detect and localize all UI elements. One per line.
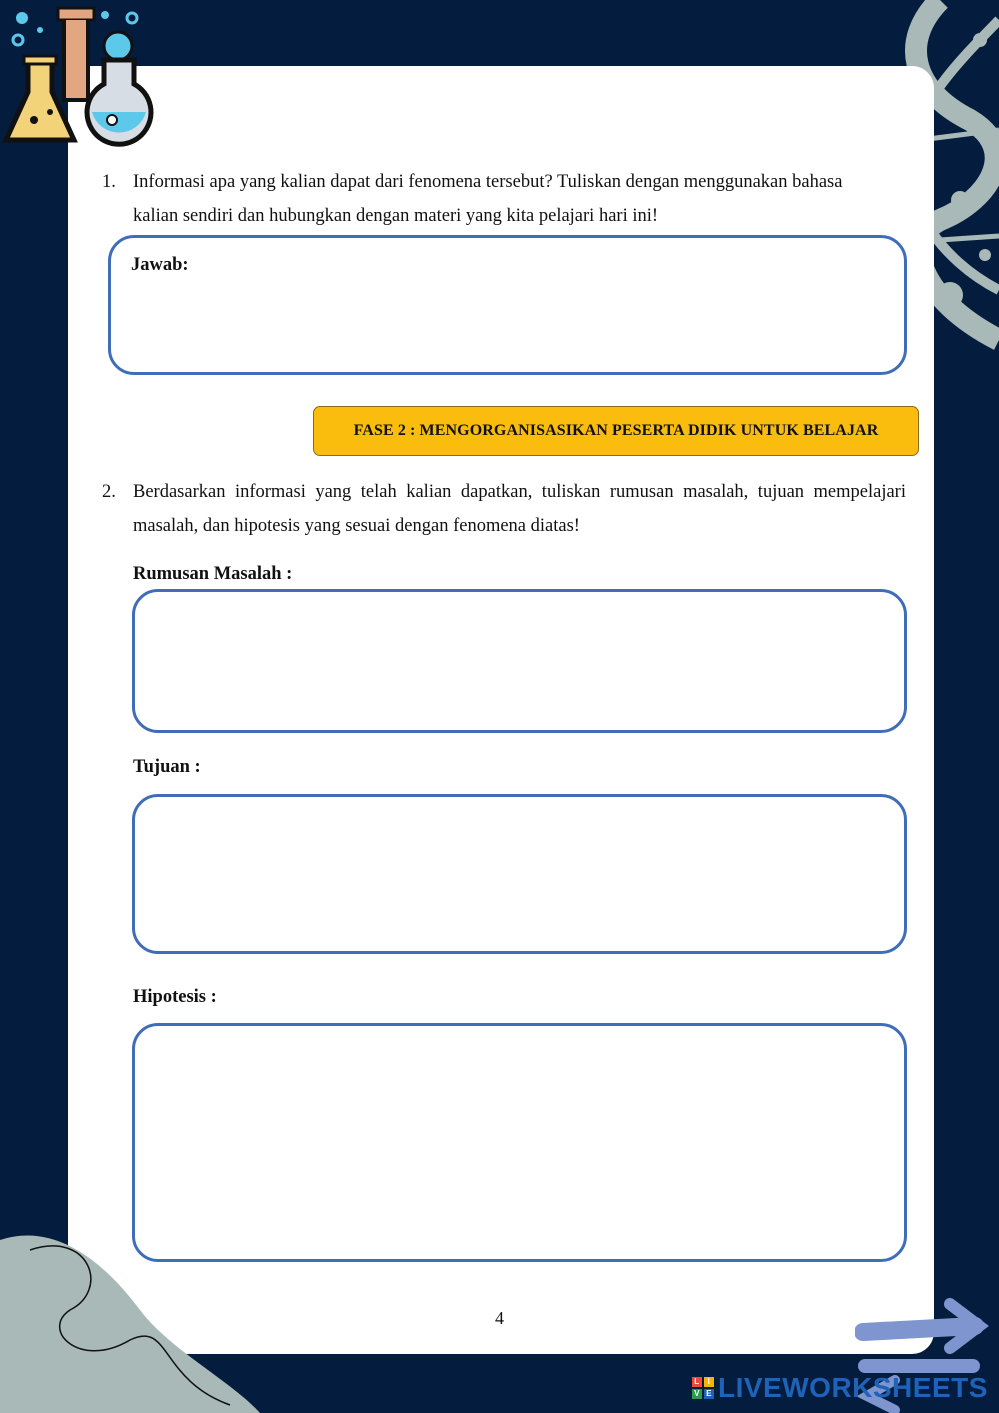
- answer-box-hipotesis[interactable]: [132, 1023, 907, 1262]
- answer-box-jawab[interactable]: [108, 235, 907, 375]
- answer-box-tujuan[interactable]: [132, 794, 907, 954]
- hipotesis-label: Hipotesis :: [133, 987, 217, 1007]
- rumusan-masalah-label: Rumusan Masalah :: [133, 564, 293, 584]
- answer-box-rumusan-masalah[interactable]: [132, 589, 907, 733]
- lab-flasks-icon: [0, 0, 160, 160]
- liveworksheets-brand[interactable]: [692, 1372, 988, 1404]
- tujuan-label: Tujuan :: [133, 757, 201, 777]
- question-2-text: Berdasarkan informasi yang telah kalian dapatkan, tuliskan rumusan masalah, tujuan mempelajari masalah, dan hipotesis yang sesuai dengan fenomena diatas!: [133, 482, 906, 536]
- liveworksheets-logo-icon: L I V E: [692, 1377, 714, 1399]
- liveworksheets-text: LIVEWORKSHEETS: [718, 1372, 988, 1403]
- phase-2-banner: FASE 2 : MENGORGANISASIKAN PESERTA DIDIK UNTUK BELAJAR: [313, 406, 919, 456]
- question-1-number: 1.: [102, 172, 116, 192]
- question-1-text: Informasi apa yang kalian dapat dari fenomena tersebut? Tuliskan dengan menggunakan bahasa kalian sendiri dan hubungkan dengan materi yang kita pelajari hari ini!: [133, 172, 843, 226]
- jawab-label: Jawab:: [131, 255, 189, 275]
- page-number: 4: [495, 1308, 504, 1328]
- question-2-number: 2.: [102, 482, 116, 502]
